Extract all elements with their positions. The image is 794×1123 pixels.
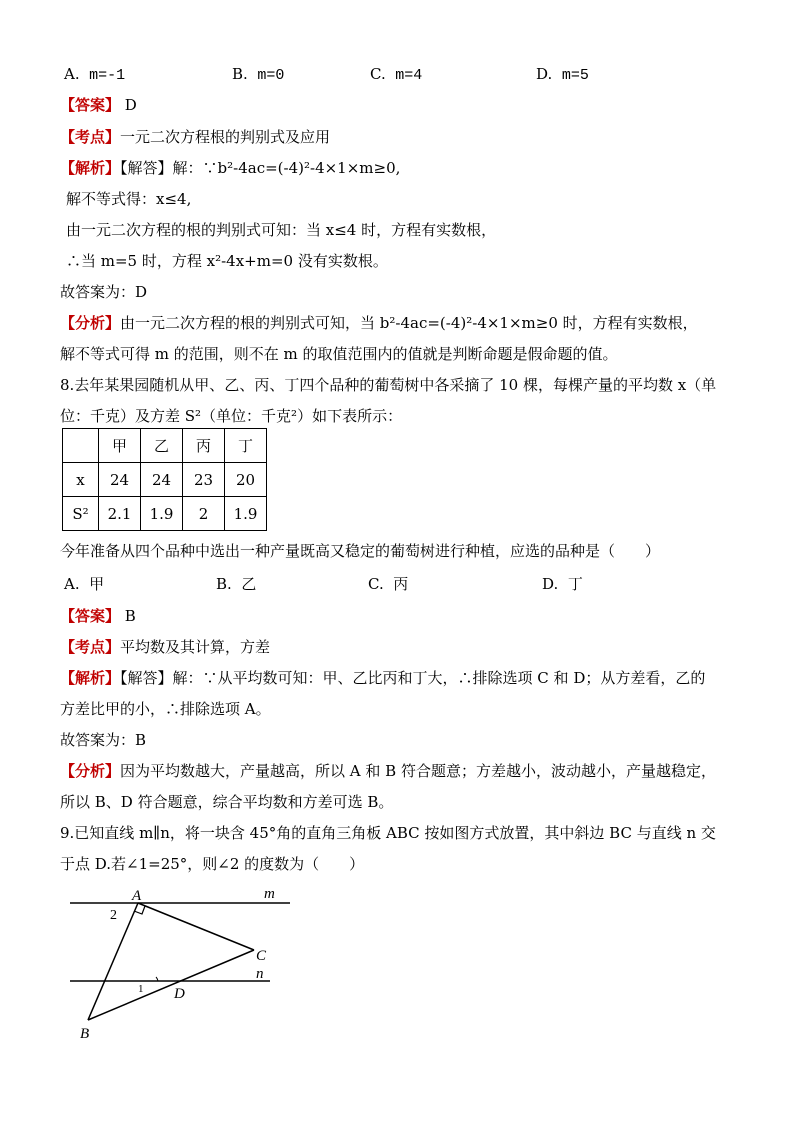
table-cell xyxy=(63,429,99,463)
q7-topic: 【考点】一元二次方程根的判别式及应用 xyxy=(60,128,331,146)
table-cell: 2.1 xyxy=(99,497,141,531)
q7-fenxi-line-1: 【分析】由一元二次方程的根的判别式可知，当 b²-4ac=(-4)²-4×1×m≥0 时，方程有实数根， xyxy=(60,314,698,332)
q8-fenxi-line-1: 【分析】因为平均数越大，产量越高，所以 A 和 B 符合题意；方差越小，波动越小，产量越稳定， xyxy=(60,762,716,780)
table-cell: 乙 xyxy=(141,429,183,463)
label-angle-1: 1 xyxy=(138,983,144,995)
table-cell: 1.9 xyxy=(141,497,183,531)
q7-fenxi-line-2: 解不等式可得 m 的范围，则不在 m 的取值范围内的值就是判断命题是假命题的值。 xyxy=(60,345,618,363)
label-point-b: B xyxy=(80,1026,90,1042)
q8-stem-line-2: 位：千克）及方差 S²（单位：千克²）如下表所示： xyxy=(60,407,403,425)
q8-question: 今年准备从四个品种中选出一种产量既高又稳定的葡萄树进行种植，应选的品种是（ ） xyxy=(60,542,661,560)
table-header-row xyxy=(63,429,267,463)
table-cell: S² xyxy=(63,497,99,531)
table-row xyxy=(63,497,267,531)
q7-option-c: C. m=4 xyxy=(370,65,423,84)
table-cell: 丙 xyxy=(183,429,225,463)
table-cell: 23 xyxy=(183,463,225,497)
q9-stem-line-1: 9.已知直线 m∥n，将一块含 45°角的直角三角板 ABC 按如图方式放置，其中斜边 BC 与直线 n 交 xyxy=(60,824,716,842)
table-row xyxy=(63,463,267,497)
side-ac xyxy=(138,903,254,950)
table-cell: 甲 xyxy=(99,429,141,463)
q7-solution-line-4: ∴当 m=5 时，方程 x²-4x+m=0 没有实数根。 xyxy=(66,252,388,270)
label-line-m: m xyxy=(264,886,275,902)
q7-answer: 【答案】 D xyxy=(60,96,137,114)
q8-option-c: C. 丙 xyxy=(368,575,409,593)
q8-option-a: A. 甲 xyxy=(64,575,105,593)
label-line-n: n xyxy=(256,966,264,982)
q8-stem-line-1: 8.去年某果园随机从甲、乙、丙、丁四个品种的葡萄树中各采摘了 10 棵，每棵产量的平均数 x（单 xyxy=(60,376,717,394)
table-cell: 20 xyxy=(225,463,267,497)
table-cell: x xyxy=(63,463,99,497)
table-cell: 24 xyxy=(141,463,183,497)
q8-fenxi-line-2: 所以 B、D 符合题意，综合平均数和方差可选 B。 xyxy=(60,793,394,811)
label-point-d: D xyxy=(174,986,185,1002)
q8-topic: 【考点】平均数及其计算，方差 xyxy=(60,638,271,656)
q8-option-d: D. 丁 xyxy=(542,575,583,593)
q8-option-b: B. 乙 xyxy=(216,575,257,593)
q7-final-answer: 故答案为：D xyxy=(60,283,148,301)
q7-option-d: D. m=5 xyxy=(536,65,589,84)
table-cell: 2 xyxy=(183,497,225,531)
label-point-c: C xyxy=(256,948,267,964)
label-angle-2: 2 xyxy=(110,908,117,923)
q8-solution-line-2: 方差比甲的小，∴排除选项 A。 xyxy=(60,700,271,718)
q8-data-table xyxy=(62,428,267,531)
q8-answer: 【答案】 B xyxy=(60,607,136,625)
q7-solution-line-2: 解不等式得：x≤4, xyxy=(66,190,192,208)
label-point-a: A xyxy=(132,888,142,904)
q7-solution-line-3: 由一元二次方程的根的判别式可知：当 x≤4 时，方程有实数根， xyxy=(66,221,497,239)
table-cell: 丁 xyxy=(225,429,267,463)
q9-geometry-figure xyxy=(60,880,300,1045)
q7-option-b: B. m=0 xyxy=(232,65,285,84)
q7-solution-line-1: 【解析】【解答】解：∵b²-4ac=(-4)²-4×1×m≥0, xyxy=(60,159,401,177)
table-cell: 24 xyxy=(99,463,141,497)
q8-solution-line-1: 【解析】【解答】解：∵从平均数可知：甲、乙比丙和丁大，∴排除选项 C 和 D；从方差看，乙的 xyxy=(60,669,706,687)
q7-option-a: A. m=-1 xyxy=(64,65,126,84)
q9-stem-line-2: 于点 D.若∠1=25°，则∠2 的度数为（ ） xyxy=(60,855,365,873)
q8-final-answer: 故答案为：B xyxy=(60,731,147,749)
table-cell: 1.9 xyxy=(225,497,267,531)
